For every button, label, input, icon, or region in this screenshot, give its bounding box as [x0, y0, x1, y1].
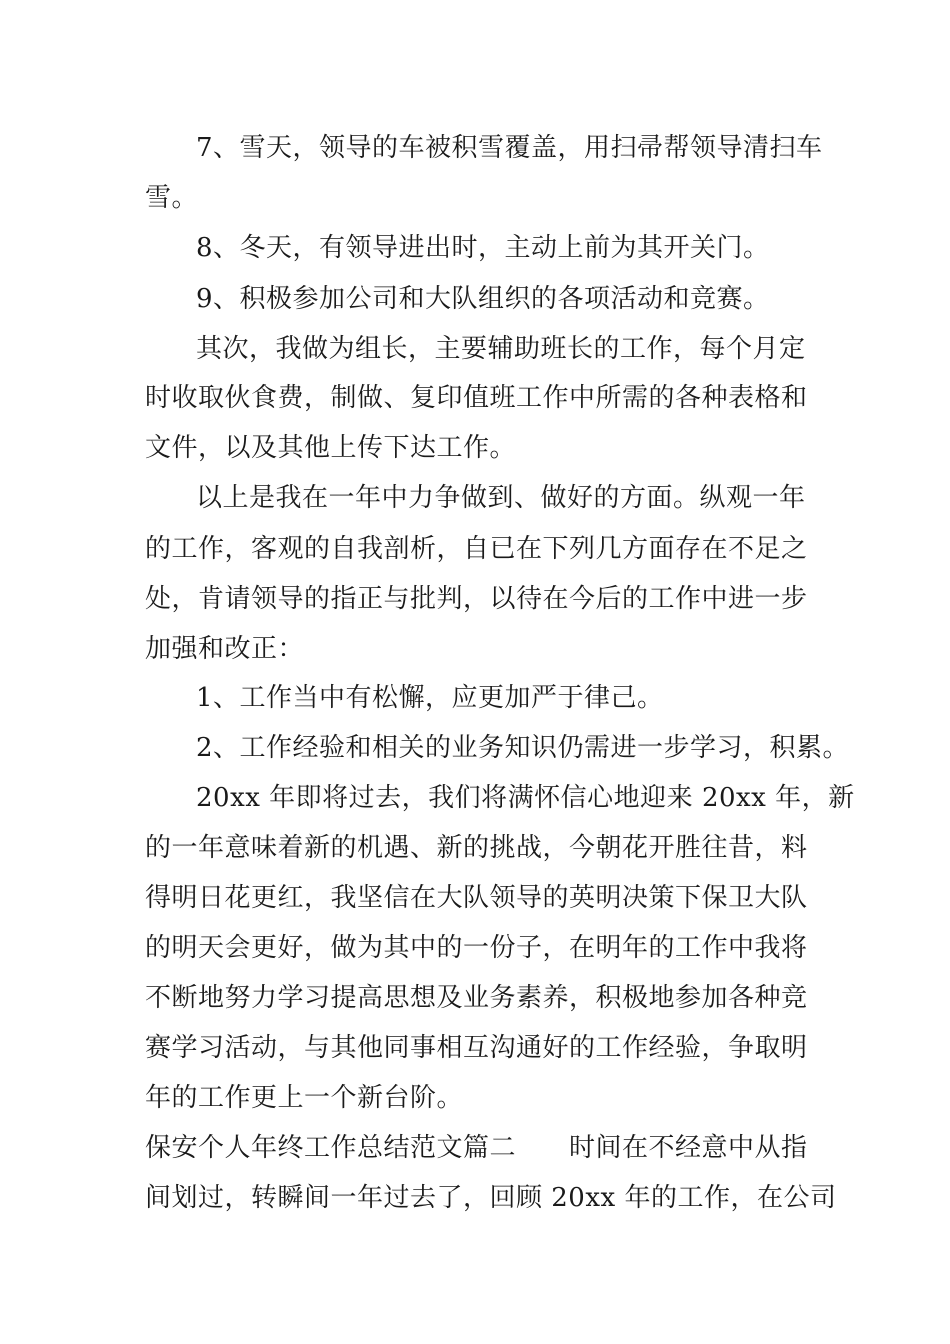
text-line: 得明日花更红，我坚信在大队领导的英明决策下保卫大队 [145, 883, 808, 913]
text-line: 其次，我做为组长，主要辅助班长的工作，每个月定 [196, 334, 806, 364]
text-line: 赛学习活动，与其他同事相互沟通好的工作经验，争取明 [145, 1033, 808, 1063]
section-heading-line: 保安个人年终工作总结范文篇二 时间在不经意中从指 [145, 1133, 808, 1163]
text-line: 的工作，客观的自我剖析，自已在下列几方面存在不足之 [145, 534, 808, 564]
text-line: 雪。 [145, 183, 199, 213]
text-line: 文件，以及其他上传下达工作。 [145, 433, 517, 463]
text-line: 以上是我在一年中力争做到、做好的方面。纵观一年 [196, 483, 806, 513]
text-line: 的明天会更好，做为其中的一份子，在明年的工作中我将 [145, 933, 808, 963]
text-line: 1、工作当中有松懈，应更加严于律己。 [196, 683, 664, 713]
text-line: 7、雪天，领导的车被积雪覆盖，用扫帚帮领导清扫车 [196, 133, 823, 163]
text-line: 处，肯请领导的指正与批判，以待在今后的工作中进一步 [145, 584, 808, 614]
text-line: 的一年意味着新的机遇、新的挑战，今朝花开胜往昔，料 [145, 833, 808, 863]
text-line: 间划过，转瞬间一年过去了，回顾 20xx 年的工作，在公司 [145, 1183, 837, 1213]
text-line: 9、积极参加公司和大队组织的各项活动和竞赛。 [196, 284, 770, 314]
text-line: 加强和改正： [145, 634, 305, 664]
text-line: 2、工作经验和相关的业务知识仍需进一步学习，积累。 [196, 733, 850, 763]
text-line: 20xx 年即将过去，我们将满怀信心地迎来 20xx 年，新 [196, 783, 855, 813]
text-line: 不断地努力学习提高思想及业务素养，积极地参加各种竞 [145, 983, 808, 1013]
text-line: 年的工作更上一个新台阶。 [145, 1083, 464, 1113]
text-line: 时收取伙食费，制做、复印值班工作中所需的各种表格和 [145, 383, 808, 413]
text-line: 8、冬天，有领导进出时，主动上前为其开关门。 [196, 233, 770, 263]
